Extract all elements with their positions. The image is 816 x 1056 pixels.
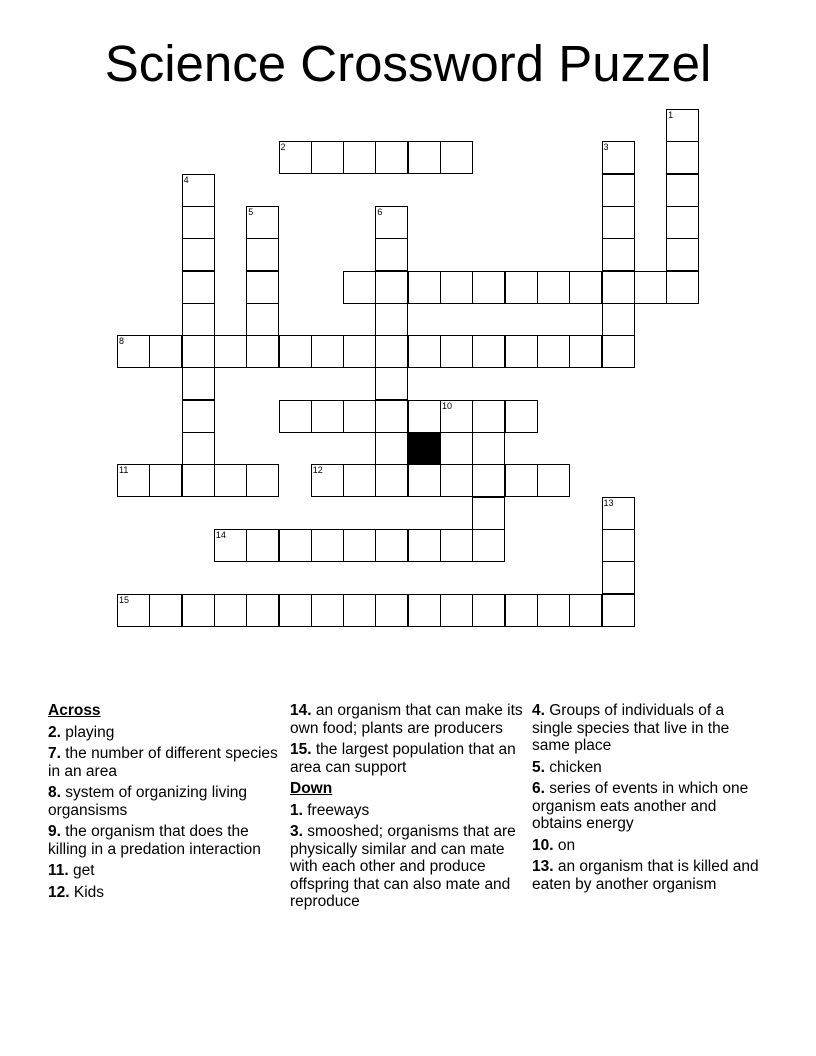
clue-number-label: 2	[280, 142, 286, 153]
across-heading: Across	[48, 702, 101, 719]
grid-cell[interactable]	[569, 271, 602, 304]
clue-number-label: 6	[377, 206, 383, 217]
grid-cell[interactable]	[182, 271, 215, 304]
grid-cell[interactable]	[246, 271, 279, 304]
grid-cell[interactable]	[602, 174, 635, 207]
clue-down-3	[290, 823, 526, 911]
clue-number: 13.	[532, 858, 554, 875]
grid-cell[interactable]	[311, 335, 344, 368]
grid-cell[interactable]	[602, 141, 635, 174]
clue-across-11	[48, 862, 280, 880]
clue-down-5	[532, 759, 768, 777]
clue-number: 1.	[290, 801, 303, 819]
grid-cell[interactable]	[343, 464, 376, 497]
grid-cell[interactable]	[149, 594, 182, 627]
grid-cell[interactable]	[408, 335, 441, 368]
grid-cell[interactable]	[149, 464, 182, 497]
grid-cell[interactable]	[537, 594, 570, 627]
clue-text: an organism that can make its own food; plants are producers	[290, 702, 523, 737]
grid-cell[interactable]	[666, 109, 699, 142]
clues-column-2	[290, 702, 526, 915]
grid-cell[interactable]	[505, 464, 538, 497]
grid-cell[interactable]	[569, 335, 602, 368]
grid-cell[interactable]	[602, 206, 635, 239]
clue-text: get	[73, 862, 95, 879]
clue-number-label: 11	[119, 465, 129, 476]
clue-text: chicken	[549, 758, 602, 776]
grid-cell[interactable]	[440, 335, 473, 368]
grid-cell[interactable]	[279, 529, 312, 562]
grid-cell[interactable]	[279, 141, 312, 174]
grid-cell[interactable]	[602, 561, 635, 594]
clue-text: Kids	[73, 883, 105, 901]
grid-cell[interactable]	[343, 335, 376, 368]
clue-number: 15.	[290, 741, 312, 758]
clue-number: 3.	[290, 823, 303, 840]
page-title: Science Crossword Puzzel	[104, 35, 712, 92]
grid-cell[interactable]	[343, 400, 376, 433]
clue-number: 7.	[48, 745, 61, 762]
clue-down-6	[532, 780, 768, 833]
grid-cell[interactable]	[375, 206, 408, 239]
clue-number: 14.	[290, 702, 312, 719]
grid-cell[interactable]	[375, 367, 408, 400]
clue-number-label: 8	[119, 336, 125, 347]
clues-column-3	[532, 702, 768, 897]
grid-cell[interactable]	[505, 400, 538, 433]
grid-cell[interactable]	[666, 238, 699, 271]
clue-number-label: 1	[668, 110, 674, 120]
grid-cell[interactable]	[214, 335, 247, 368]
clue-number-label: 5	[248, 206, 254, 217]
grid-cell[interactable]	[537, 335, 570, 368]
grid-cell[interactable]	[117, 335, 150, 368]
clue-text: the organism that does the killing in a predation interaction	[48, 823, 261, 858]
grid-cell[interactable]	[375, 400, 408, 433]
grid-cell[interactable]	[602, 497, 635, 530]
clue-text: on	[557, 836, 576, 854]
grid-cell[interactable]	[182, 400, 215, 433]
grid-cell[interactable]	[246, 335, 279, 368]
clue-down-13	[532, 858, 768, 893]
grid-cell[interactable]	[311, 529, 344, 562]
clue-number-label: 12	[312, 465, 323, 476]
clue-down-4	[532, 702, 768, 755]
grid-cell[interactable]	[182, 206, 215, 239]
down-heading: Down	[290, 780, 333, 797]
grid-cell[interactable]	[343, 271, 376, 304]
grid-cell[interactable]	[246, 529, 279, 562]
grid-cell[interactable]	[472, 464, 505, 497]
grid-cell[interactable]	[149, 335, 182, 368]
grid-cell[interactable]	[602, 594, 635, 627]
grid-cell[interactable]	[375, 271, 408, 304]
clue-number: 6.	[532, 780, 545, 797]
grid-cell[interactable]	[375, 238, 408, 271]
grid-cell[interactable]	[537, 464, 570, 497]
grid-cell[interactable]	[408, 400, 441, 433]
grid-cell[interactable]	[408, 271, 441, 304]
grid-cell[interactable]	[182, 464, 215, 497]
clue-across-15	[290, 741, 526, 776]
grid-cell[interactable]	[440, 271, 473, 304]
clue-number-label: 10	[442, 400, 453, 411]
grid-cell[interactable]	[569, 594, 602, 627]
grid-cell[interactable]	[246, 238, 279, 271]
grid-cell[interactable]	[602, 529, 635, 562]
clue-number-label: 4	[183, 174, 189, 185]
clue-number-label: 13	[603, 497, 614, 508]
grid-cell[interactable]	[182, 367, 215, 400]
grid-cell[interactable]	[375, 464, 408, 497]
clue-text: the number of different species in an area	[48, 745, 278, 780]
clue-number-label: 14	[215, 529, 226, 540]
grid-cell[interactable]	[472, 497, 505, 530]
grid-cell[interactable]	[343, 529, 376, 562]
grid-cell[interactable]	[375, 529, 408, 562]
grid-cell[interactable]	[634, 271, 667, 304]
grid-cell[interactable]	[246, 594, 279, 627]
grid-cell[interactable]	[440, 400, 473, 433]
clues-column-1	[48, 702, 280, 905]
grid-cell[interactable]	[602, 335, 635, 368]
grid-cell[interactable]	[311, 594, 344, 627]
clue-across-12	[48, 884, 280, 902]
grid-cell[interactable]	[408, 141, 441, 174]
clue-number: 11.	[48, 862, 69, 879]
clue-text: an organism that is killed and eaten by another organism	[532, 858, 759, 893]
grid-cell[interactable]	[472, 432, 505, 465]
clue-down-10	[532, 837, 768, 855]
grid-cell[interactable]	[472, 594, 505, 627]
grid-cell[interactable]	[182, 238, 215, 271]
grid-cell[interactable]	[666, 271, 699, 304]
grid-cell[interactable]	[375, 432, 408, 465]
clue-text: smooshed; organisms that are physically similar and can mate with each other and produce offspring that can also mate and reproduce	[290, 823, 516, 910]
clue-number: 12.	[48, 883, 70, 901]
grid-cell[interactable]	[440, 594, 473, 627]
grid-cell[interactable]	[182, 335, 215, 368]
grid-cell[interactable]	[440, 464, 473, 497]
grid-cell[interactable]	[214, 464, 247, 497]
clue-text: freeways	[307, 801, 370, 819]
grid-cell[interactable]	[375, 303, 408, 336]
grid-cell[interactable]	[182, 174, 215, 207]
grid-cell[interactable]	[375, 594, 408, 627]
clue-number-label: 15	[119, 594, 130, 605]
grid-cell[interactable]	[472, 400, 505, 433]
clue-number: 8.	[48, 784, 61, 801]
grid-cell[interactable]	[246, 303, 279, 336]
grid-cell[interactable]	[375, 335, 408, 368]
grid-cell[interactable]	[472, 335, 505, 368]
clue-number: 9.	[48, 823, 61, 840]
grid-cell[interactable]	[117, 464, 150, 497]
grid-cell[interactable]	[505, 271, 538, 304]
grid-cell[interactable]	[311, 400, 344, 433]
clue-text: playing	[65, 723, 115, 741]
grid-cell[interactable]	[666, 206, 699, 239]
clue-across-14	[290, 702, 526, 737]
grid-cell[interactable]	[182, 303, 215, 336]
grid-cell[interactable]	[666, 141, 699, 174]
clue-number: 10.	[532, 836, 554, 854]
grid-cell[interactable]	[279, 335, 312, 368]
clue-number: 2.	[48, 723, 61, 741]
clue-text: the largest population that an area can support	[290, 741, 516, 776]
clue-across-9	[48, 823, 280, 858]
grid-cell[interactable]	[214, 594, 247, 627]
grid-cell[interactable]	[214, 529, 247, 562]
clue-down-1	[290, 802, 526, 820]
grid-cell[interactable]	[537, 271, 570, 304]
grid-cell[interactable]	[505, 594, 538, 627]
grid-cell[interactable]	[602, 271, 635, 304]
clue-number-label: 3	[603, 142, 609, 153]
clue-number: 4.	[532, 702, 545, 719]
grid-cell[interactable]	[408, 594, 441, 627]
clue-number: 5.	[532, 758, 545, 776]
grid-cell[interactable]	[182, 594, 215, 627]
grid-cell[interactable]	[472, 529, 505, 562]
clue-across-7	[48, 745, 280, 780]
clue-across-8	[48, 784, 280, 819]
grid-cell[interactable]	[408, 464, 441, 497]
grid-cell[interactable]	[602, 238, 635, 271]
grid-cell[interactable]	[343, 594, 376, 627]
grid-cell[interactable]	[182, 432, 215, 465]
clue-text: series of events in which one organism eats another and obtains energy	[532, 780, 749, 832]
grid-cell[interactable]	[279, 594, 312, 627]
grid-cell[interactable]	[505, 335, 538, 368]
grid-cell[interactable]	[666, 174, 699, 207]
grid-cell[interactable]	[117, 594, 150, 627]
grid-cell[interactable]	[246, 206, 279, 239]
grid-cell[interactable]	[375, 141, 408, 174]
grid-cell[interactable]	[311, 141, 344, 174]
clue-text: system of organizing living organsisms	[48, 784, 248, 819]
grid-cell[interactable]	[343, 141, 376, 174]
grid-cell[interactable]	[279, 400, 312, 433]
grid-cell[interactable]	[472, 271, 505, 304]
black-cell	[408, 432, 441, 465]
grid-cell[interactable]	[440, 141, 473, 174]
grid-cell[interactable]	[408, 529, 441, 562]
grid-cell[interactable]	[311, 464, 344, 497]
grid-cell[interactable]	[246, 464, 279, 497]
grid-cell[interactable]	[440, 529, 473, 562]
grid-cell[interactable]	[602, 303, 635, 336]
clue-across-2	[48, 724, 280, 742]
clue-text: Groups of individuals of a single species that live in the same place	[532, 702, 730, 754]
